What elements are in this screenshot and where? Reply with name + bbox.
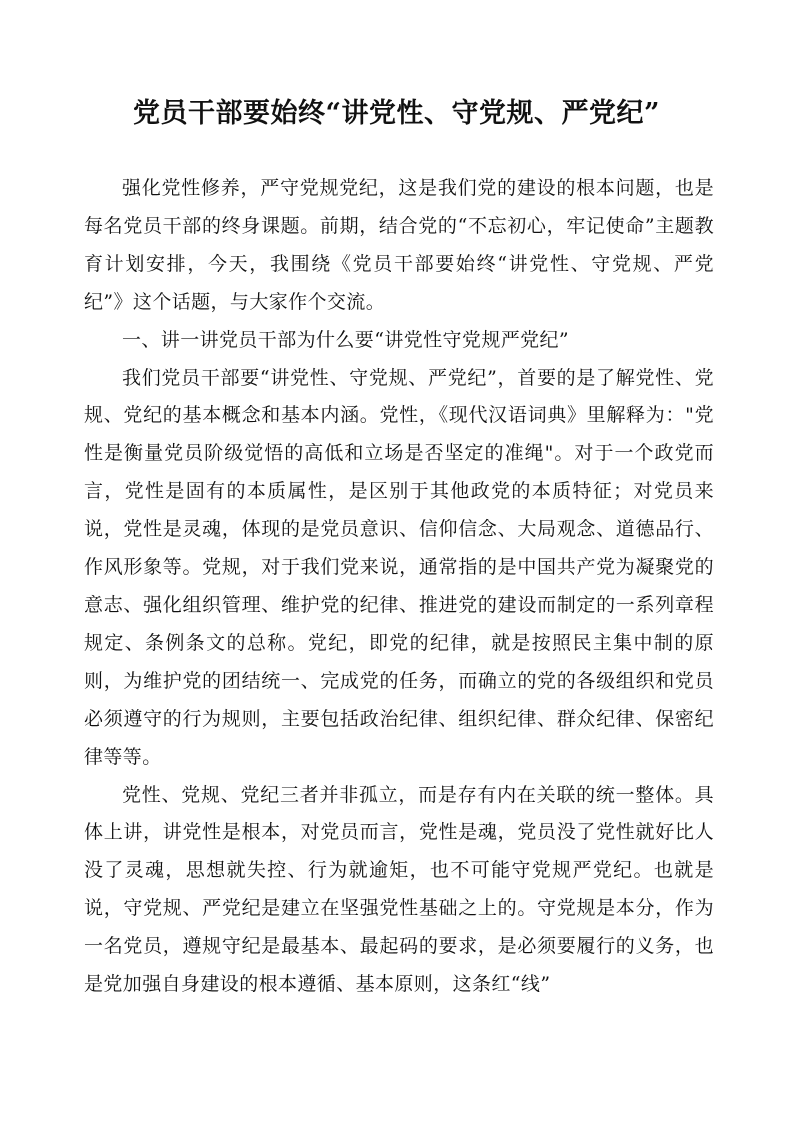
section-heading-1: 一、讲一讲党员干部为什么要“讲党性守党规严党纪” [122,328,570,351]
paragraph-intro: 强化党性修养，严守党规党纪，这是我们党的建设的根本问题，也是每名党员干部的终身课题。前期，结合党的“不忘初心，牢记使命”主题教育计划安排，今天，我围绕《党员干部要始终“讲党性、守党规、严党纪”》这个话题，与大家作个交流。 [84,177,714,313]
paragraph-definitions: 我们党员干部要“讲党性、守党规、严党纪”，首要的是了解党性、党规、党纪的基本概念和基本内涵。党性，《现代汉语词典》里解释为："党性是衡量党员阶级觉悟的高低和立场是否坚定的准绳"。对于一个政党而言，党性是固有的本质属性，是区别于其他政党的本质特征；对党员来说，党性是灵魂，体现的是党员意识、信仰信念、大局观念、道德品行、作风形象等。党规，对于我们党来说，通常指的是中国共产党为凝聚党的意志、强化组织管理、维护党的纪律、推进党的建设而制定的一系列章程规定、条例条文的总称。党纪，即党的纪律，就是按照民主集中制的原则，为维护党的团结统一、完成党的任务，而确立的党的各级组织和党员必须遵守的行为规则，主要包括政治纪律、组织纪律、群众纪律、保密纪律等等。 [84,366,714,768]
paragraph-relationship: 党性、党规、党纪三者并非孤立，而是存有内在关联的统一整体。具体上讲，讲党性是根本，对党员而言，党性是魂，党员没了党性就好比人没了灵魂，思想就失控、行为就逾矩，也不可能守党规严党纪。也就是说，守党规、严党纪是建立在坚强党性基础之上的。守党规是本分，作为一名党员，遵规守纪是最基本、最起码的要求，是必须要履行的义务，也是党加强自身建设的根本遵循、基本原则，这条红“线” [84,783,714,996]
document-body [84,170,714,1004]
document-title: 党员干部要始终“讲党性、守党规、严党纪” [132,98,661,129]
